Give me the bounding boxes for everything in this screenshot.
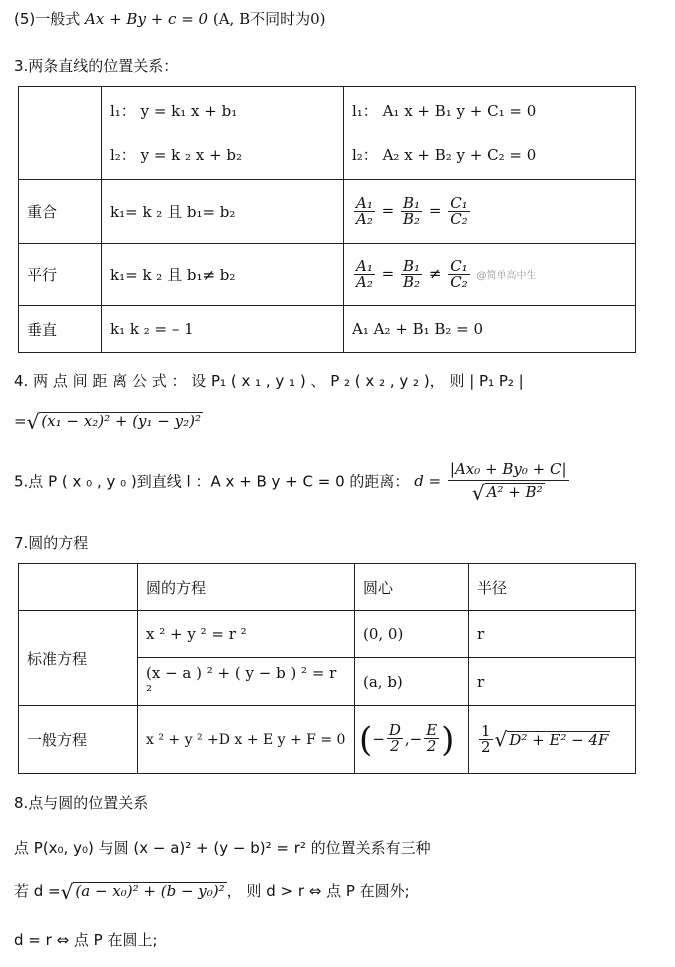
equals-sign: =	[381, 201, 395, 220]
general-form-header	[344, 87, 636, 180]
header-radius: 半径	[469, 564, 636, 611]
perpendicular-general-condition: A₁ A₂ + B₁ B₂ = 0	[344, 306, 636, 353]
radius-half-num: 1	[481, 722, 491, 740]
std-center-origin: (0, 0)	[355, 611, 469, 658]
frac-c1: C₁	[450, 194, 468, 212]
frac-c1: C₁	[450, 257, 468, 275]
l1-general-form: l₁： A₁ x + B₁ y + C₁ = 0	[352, 102, 537, 120]
sqrt-icon: √	[26, 410, 40, 434]
section-8-line3: d = r ⇔ 点 P 在圆上;	[14, 931, 158, 949]
sqrt-icon: √	[60, 880, 74, 904]
table-cell-empty	[19, 564, 138, 611]
parallel-slope-condition: k₁= k ₂ 且 b₁≠ b₂	[102, 244, 344, 306]
general-radius	[469, 706, 636, 774]
general-form-line	[14, 8, 326, 29]
general-form-condition: (A, B不同时为0)	[212, 10, 326, 28]
center-e-den: 2	[426, 737, 437, 755]
distance-radicand: (x₁ − x₂)² + (y₁ − y₂)²	[41, 412, 201, 430]
center-d-num: D	[388, 721, 401, 739]
line2-prefix: 若 d =	[14, 882, 61, 900]
std-center-general: (a, b)	[355, 658, 469, 706]
frac-a2: A₂	[356, 273, 373, 291]
general-form-label: (5)一般式	[14, 10, 81, 28]
table-row	[19, 564, 636, 611]
radius-radicand: D² + E² − 4F	[509, 731, 609, 749]
general-center: (− $\frac{D}{2}$ ,− $\frac{E}{2}$ )	[355, 706, 469, 774]
standard-form-label: 标准方程	[19, 611, 138, 706]
table-row	[19, 180, 636, 244]
watermark: @简单高中生	[476, 270, 537, 282]
frac-b2: B₂	[403, 273, 421, 291]
general-form-label-circle: 一般方程	[19, 706, 138, 774]
frac-c2: C₂	[450, 273, 468, 291]
frac-c2: C₂	[450, 210, 468, 228]
distance-formula	[14, 410, 203, 434]
section-8-title: 8.点与圆的位置关系	[14, 794, 149, 812]
section-7-title: 7.圆的方程	[14, 534, 89, 552]
std-radius-origin: r	[469, 611, 636, 658]
section-8-line1: 点 P(x₀, y₀) 与圆 (x − a)² + (y − b)² = r² 的位置关系有三种	[14, 839, 431, 857]
line2-suffix: ， 则 d > r ⇔ 点 P 在圆外;	[226, 882, 410, 900]
equals-sign: =	[381, 264, 395, 283]
l2-general-form: l₂： A₂ x + B₂ y + C₂ = 0	[352, 146, 537, 164]
table-cell-empty	[19, 87, 102, 180]
general-circle-equation: x ² + y ² +D x + E y + F = 0	[138, 706, 355, 774]
sqrt-icon: √	[494, 727, 508, 752]
header-center: 圆心	[355, 564, 469, 611]
section-3-title: 3.两条直线的位置关系：	[14, 57, 179, 75]
not-equal-sign: ≠	[428, 264, 442, 283]
line-relation-table	[18, 86, 636, 353]
header-equation: 圆的方程	[138, 564, 355, 611]
relation-parallel: 平行	[19, 244, 102, 306]
table-row	[19, 611, 636, 658]
frac-b1: B₁	[403, 194, 421, 212]
coincide-general-condition	[344, 180, 636, 244]
equals-sign: =	[428, 201, 442, 220]
table-row	[19, 306, 636, 353]
frac-b2: B₂	[403, 210, 421, 228]
line2-radicand: (a − x₀)² + (b − y₀)²	[75, 882, 225, 900]
circle-equation-table	[18, 563, 636, 774]
l1-slope-form: l₁： y = k₁ x + b₁	[110, 102, 238, 120]
point-line-text: 5.点 P ( x ₀ , y ₀ )到直线 l ：A x + B y + C = 0 的距离：	[14, 472, 410, 491]
table-row	[19, 87, 636, 180]
radius-half-den: 2	[481, 738, 491, 756]
l2-slope-form: l₂： y = k ₂ x + b₂	[110, 146, 242, 164]
perpendicular-slope-condition: k₁ k ₂ = – 1	[102, 306, 344, 353]
section-4-line1: 4. 两 点 间 距 离 公 式 ： 设 P₁ ( x ₁ , y ₁ ) 、 P ₂ ( x ₂ , y ₂ )， 则 | P₁ P₂ |	[14, 372, 524, 390]
coincide-slope-condition: k₁= k ₂ 且 b₁= b₂	[102, 180, 344, 244]
sqrt-icon: √	[471, 481, 485, 505]
table-row	[19, 706, 636, 774]
section-8-line2	[14, 880, 410, 904]
distance-equals: =	[14, 412, 27, 430]
distance-numerator: |Ax₀ + By₀ + C|	[448, 458, 569, 481]
frac-a1: A₁	[356, 257, 373, 275]
center-e-num: E	[426, 721, 438, 739]
d-label: d =	[414, 472, 442, 490]
point-line-distance	[14, 458, 571, 504]
relation-perpendicular: 垂直	[19, 306, 102, 353]
table-row	[19, 244, 636, 306]
distance-denominator: A² + B²	[486, 483, 543, 501]
frac-a1: A₁	[356, 194, 373, 212]
frac-a2: A₂	[356, 210, 373, 228]
parallel-general-condition	[344, 244, 636, 306]
std-eq-general: (x − a ) ² + ( y − b ) ² = r ²	[138, 658, 355, 706]
slope-form-header	[102, 87, 344, 180]
std-eq-origin: x ² + y ² = r ²	[138, 611, 355, 658]
general-form-equation: Ax + By + c = 0	[85, 10, 209, 28]
relation-coincide: 重合	[19, 180, 102, 244]
frac-b1: B₁	[403, 257, 421, 275]
center-d-den: 2	[390, 737, 400, 755]
std-radius-general: r	[469, 658, 636, 706]
